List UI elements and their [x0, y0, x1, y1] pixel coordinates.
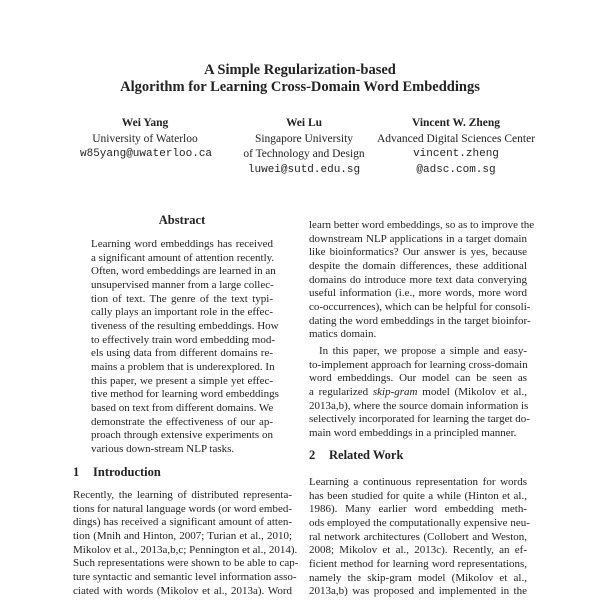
- text-line: Such representations were shown to be able to cap-: [73, 557, 299, 570]
- text-line: tion of text. The genre of the text typi-: [91, 292, 273, 305]
- text-line: unsupervised manner from a large collec-: [91, 278, 274, 291]
- text-line: ral network architectures (Collobert and Weston,: [309, 530, 527, 543]
- text-line: Learning a continuous representation for words: [309, 476, 527, 488]
- text-line: to-implement approach for learning cross-domain: [309, 358, 528, 371]
- text-line: ficient method for learning word representations,: [309, 557, 527, 570]
- text-line: learn better word embeddings, so as to improve the: [309, 219, 535, 231]
- text-line: co-occurrences), which can be helpful for consoli-: [309, 300, 531, 313]
- text-line: In this paper, we propose a simple and easy-: [319, 344, 527, 357]
- text-line: els using data from different domains re-: [91, 347, 273, 360]
- text-line: mains a problem that is underexplored. In: [91, 360, 275, 373]
- text-line: word embeddings. Our model can be seen as: [309, 372, 527, 385]
- emphasis-text: skip-gram: [372, 385, 418, 398]
- right-column-body: [309, 219, 535, 441]
- text-line: matics domain.: [309, 328, 377, 341]
- intro-body: [73, 489, 299, 598]
- text-line: [309, 386, 527, 400]
- text-line: to effectively train word embedding mod-: [91, 333, 275, 346]
- text-line: selectively incorporated for learning the target do-: [309, 413, 530, 426]
- text-line: tion (Mnih and Hinton, 2007; Turian et al., 2010;: [73, 529, 292, 542]
- text-line: Mikolov et al., 2013a,b,c; Pennington et al., 2014).: [73, 543, 298, 556]
- intro-heading: 1 Introduction: [73, 465, 161, 479]
- author-1: Wei Yang University of Waterloo w85yang@uwaterloo.ca: [80, 117, 213, 160]
- text-line: 2008; Mikolov et al., 2013c). Recently, an ef-: [309, 544, 527, 557]
- text-line: useful information (i.e., more words, more word: [309, 287, 527, 300]
- text-line: ciated with words (Mikolov et al., 2013a). Word: [73, 584, 292, 597]
- text-line: like bioinformatics? Our answer is yes, because: [309, 246, 527, 259]
- text-line: namely the skip-gram model (Mikolov et al.,: [309, 571, 527, 584]
- text-line: proach through extensive experiments on: [91, 429, 273, 442]
- text-line: tive method for learning word embeddings: [91, 388, 279, 401]
- text-line: ture syntactic and semantic level information asso-: [73, 570, 297, 583]
- text-line: downstream NLP applications in a target domain: [309, 232, 527, 245]
- abstract-body: [91, 238, 279, 457]
- text-line: based on text from different domains. We: [91, 401, 274, 414]
- text-line: domains do introduce more text data converying: [309, 273, 527, 286]
- text-line: 2013a,b) was proposed and implemented in the: [309, 585, 527, 598]
- author-3: Vincent W. Zheng Advanced Digital Sciences Center vincent.zheng @adsc.com.sg: [376, 117, 536, 176]
- text-line: dating the word embeddings in the target bioinfor-: [309, 314, 531, 327]
- text-line: demonstrate the effectiveness of our ap-: [91, 415, 273, 428]
- related-heading: 2 Related Work: [309, 448, 404, 462]
- text-line: Learning word embeddings has received: [91, 238, 273, 250]
- text-line: tions for natural language words (or word embed-: [73, 502, 293, 515]
- text-line: Recently, the learning of distributed representa-: [73, 489, 292, 501]
- text-line: has been studied for quite a while (Hinton et al.,: [309, 489, 527, 502]
- text: a regularized: [309, 385, 373, 398]
- text-line: this paper, we present a simple yet effec-: [91, 374, 273, 387]
- text-line: despite the domain differences, these additional: [309, 259, 527, 272]
- text-line: Often, word embeddings are learned in an: [91, 265, 276, 278]
- author-2: Wei Lu Singapore University of Technology and Design luwei@sutd.edu.sg: [243, 117, 365, 176]
- text: model (Mikolov et al.,: [417, 385, 527, 398]
- text-line: main word embeddings in a principled manner.: [309, 426, 517, 439]
- paper-title: A Simple Regularization-based Algorithm for Learning Cross-Domain Word Embeddings: [120, 62, 480, 95]
- text-line: tiveness of the resulting embeddings. How: [91, 319, 279, 332]
- abstract-heading: Abstract: [158, 213, 206, 227]
- related-body: [309, 476, 530, 599]
- text-line: various down-stream NLP tasks.: [91, 442, 235, 455]
- text-line: dings) has received a significant amount of atten-: [73, 516, 292, 529]
- text-line: ods employed the computationally expensive neu-: [309, 516, 530, 529]
- text-line: 1986). Many earlier word embedding meth-: [309, 503, 527, 516]
- text-line: cally plays an important role in the effec-: [91, 306, 273, 319]
- text-line: 2013a,b), where the source domain information is: [309, 399, 529, 412]
- text-line: a significant amount of attention recently.: [91, 251, 275, 264]
